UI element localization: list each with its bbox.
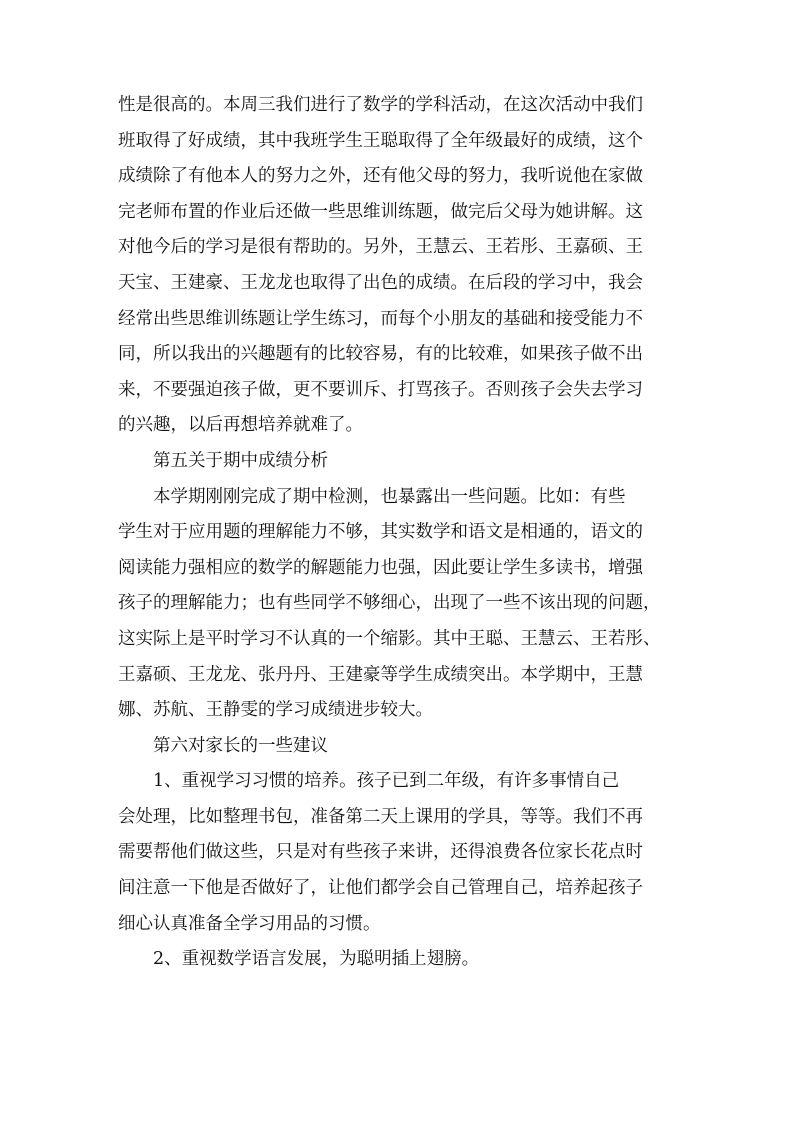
text-line: 学生对于应用题的理解能力不够，其实数学和语文是相通的，语文的 <box>118 522 643 543</box>
text-line: 经常出些思维训练题让学生练习，而每个小朋友的基础和接受能力不 <box>118 308 643 329</box>
paragraph-midterm-analysis <box>118 480 674 729</box>
text-line: 王嘉硕、王龙龙、张丹丹、王建豪等学生成绩突出。本学期中，王慧 <box>118 664 643 685</box>
text-line: 完老师布置的作业后还做一些思维训练题，做完后父母为她讲解。这 <box>118 201 643 222</box>
document-body <box>118 88 674 978</box>
section-heading-midterm <box>118 444 674 480</box>
text-line: 本学期刚刚完成了期中检测，也暴露出一些问题。比如：有些 <box>153 486 626 507</box>
text-line: 成绩除了有他本人的努力之外，还有他父母的努力，我听说他在家做 <box>118 166 643 187</box>
text-line: 需要帮他们做这些，只是对有些孩子来讲，还得浪费各位家长花点时 <box>118 842 643 863</box>
text-line: 间注意一下他是否做好了，让他们都学会自己管理自己，培养起孩子 <box>118 878 643 899</box>
text-line: 班取得了好成绩，其中我班学生王聪取得了全年级最好的成绩，这个 <box>118 130 643 151</box>
text-line: 这实际上是平时学习不认真的一个缩影。其中王聪、王慧云、王若彤、 <box>118 628 661 649</box>
text-line: 孩子的理解能力；也有些同学不够细心，出现了一些不该出现的问题， <box>118 593 661 614</box>
paragraph-math-activity <box>118 88 674 444</box>
heading-text: 第五关于期中成绩分析 <box>153 450 328 471</box>
paragraph-study-habits <box>118 764 674 942</box>
paragraph-math-language <box>118 942 674 978</box>
text-line: 性是很高的。本周三我们进行了数学的学科活动，在这次活动中我们 <box>118 95 643 115</box>
text-line: 1、重视学习习惯的培养。孩子已到二年级，有许多事情自己 <box>153 771 620 792</box>
text-line: 天宝、王建豪、王龙龙也取得了出色的成绩。在后段的学习中，我会 <box>118 272 643 293</box>
text-line: 的兴趣，以后再想培养就难了。 <box>118 415 363 436</box>
text-line: 阅读能力强相应的数学的解题能力也强，因此要让学生多读书，增强 <box>118 557 643 578</box>
text-line: 会处理，比如整理书包，准备第二天上课用的学具，等等。我们不再 <box>118 806 643 827</box>
text-line: 来，不要强迫孩子做，更不要训斥、打骂孩子。否则孩子会失去学习 <box>118 379 643 400</box>
text-line: 细心认真准备全学习用品的习惯。 <box>118 913 381 934</box>
section-heading-suggestions <box>118 729 674 765</box>
text-line: 2、重视数学语言发展，为聪明插上翅膀。 <box>153 949 480 970</box>
text-line: 同，所以我出的兴趣题有的比较容易，有的比较难，如果孩子做不出 <box>118 344 643 365</box>
text-line: 对他今后的学习是很有帮助的。另外，王慧云、王若彤、王嘉硕、王 <box>118 237 643 258</box>
text-line: 娜、苏航、王静雯的学习成绩进步较大。 <box>118 700 433 721</box>
heading-text: 第六对家长的一些建议 <box>153 735 328 756</box>
